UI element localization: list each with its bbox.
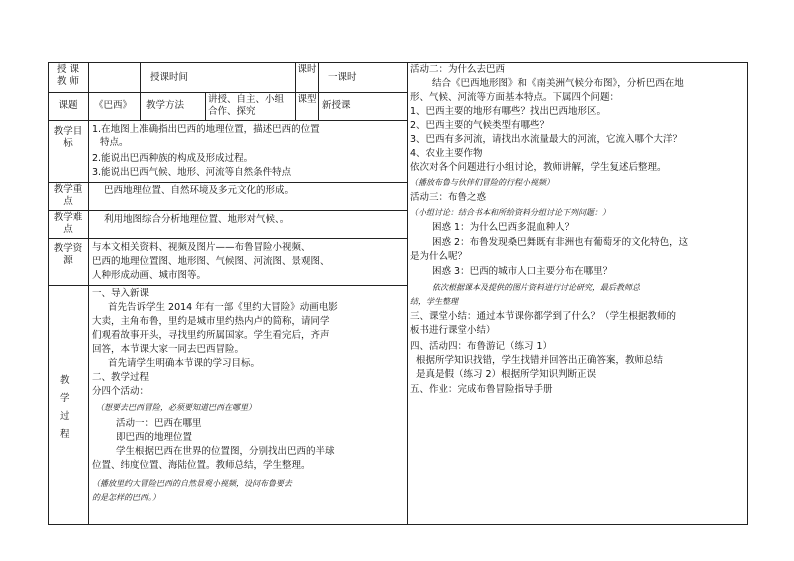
right-line: 4、农业主要作物 [410, 148, 483, 159]
row-divider [48, 238, 408, 239]
col-divider [318, 62, 319, 120]
right-line: 依次对各个问题进行小组讨论，教师讲解，学生复述后整理。 [410, 162, 667, 173]
topic-label: 课题 [58, 100, 78, 111]
col-divider [295, 62, 296, 120]
process-line: 分四个活动： [92, 386, 150, 397]
right-line: 3、巴西有多河流，请找出水流量最大的河流，它流入哪个大洋？ [410, 134, 683, 145]
method-label: 教学方法 [146, 100, 185, 111]
row-divider [48, 285, 408, 286]
process-line: 学生根据巴西在世界的位置图，分别找出巴西的半球 [116, 446, 335, 457]
time-label: 授课时间 [150, 72, 189, 83]
right-line: 困惑 2：布鲁发现桑巴舞既有非洲也有葡萄牙的文化特色，这 [432, 237, 689, 248]
type-label: 课型 [297, 94, 317, 105]
right-line: 活动三：布鲁之惑 [410, 192, 487, 203]
right-line: 形、气候、河流等方面基本特点。下属四个问题： [410, 92, 620, 103]
goals-label: 教学目标 [53, 126, 83, 149]
right-line: 根据所学知识找错，学生找错并回答出正确答案，教师总结 [416, 355, 664, 366]
process-line: 们观看故事开头，寻找里约所属国家。学生看完后，齐声 [92, 330, 330, 341]
right-line: （播放布鲁与伙伴们冒险的行程小视频） [410, 178, 554, 187]
row-divider [48, 120, 408, 121]
teacher-label: 授 课 教 师 [56, 64, 80, 87]
col-divider [205, 92, 206, 120]
process-label-char: 程 [60, 429, 70, 440]
right-line: 五、作业：完成布鲁冒险指导手册 [410, 384, 553, 395]
hours-value: 一课时 [328, 72, 357, 83]
difficulty-label: 教学难点 [53, 212, 83, 235]
method-value: 讲授、自主、小组合作、探究 [208, 94, 285, 117]
right-line: 困惑 3：巴西的城市人口主要分布在哪里？ [432, 266, 613, 277]
process-label-char: 学 [60, 393, 70, 404]
right-line: 是为什么呢？ [410, 251, 468, 262]
right-line: 2、巴西主要的气候类型有哪些？ [410, 120, 550, 131]
row-divider [48, 210, 408, 211]
difficulty-value: 利用地图综合分析地理位置、地形对气候、。 [104, 214, 290, 225]
right-line: （小组讨论：结合书本和所给资料分组讨论下列问题：） [410, 208, 610, 217]
right-line: 活动二：为什么去巴西 [410, 64, 506, 75]
type-value: 新授课 [322, 100, 351, 111]
process-line: 首先请学生明确本节课的学习目标。 [108, 358, 261, 369]
right-line: 依次根据课本及提供的图片资料进行讨论研究，最后教师总 [432, 283, 640, 292]
right-line: 三、课堂小结：通过本节课你都学到了什么？（学生根据教师的 [410, 311, 677, 322]
process-line: （播放里约大冒险巴西的自然景观小视频，设问布鲁要去 [92, 479, 292, 488]
process-line: 即巴西的地理位置 [116, 432, 193, 443]
col-divider [88, 62, 89, 525]
goal-line: 3.能说出巴西气候、地形、河流等自然条件特点 [92, 167, 292, 178]
goal-line: 2.能说出巴西种族的构成及形成过程。 [92, 153, 254, 164]
process-line: 回答，本节课大家一同去巴西冒险。 [92, 344, 245, 355]
process-line: 一、导入新课 [92, 288, 150, 299]
process-line: 的是怎样的巴西。） [92, 493, 160, 502]
right-line: 结，学生整理 [410, 297, 458, 306]
key-value: 巴西地理位置、自然环境及多元文化的形成。 [104, 185, 295, 196]
process-line: （想要去巴西冒险，必须要知道巴西在哪里） [96, 403, 256, 412]
hours-label: 课时 [297, 64, 317, 75]
goal-line: 1.在地图上准确指出巴西的地理位置，描述巴西的位置 [92, 124, 320, 135]
process-line: 活动一：巴西在哪里 [116, 418, 202, 429]
resource-line: 巴西的地理位置图、地形图、气候图、河流图、景观图、 [92, 256, 330, 267]
process-line: 位置、纬度位置、海陆位置。教师总结，学生整理。 [92, 460, 311, 471]
right-line: 板书进行课堂小结） [410, 325, 496, 336]
topic-value: 《巴西》 [94, 100, 133, 111]
right-line: 四、活动四：布鲁游记（练习 1） [410, 341, 553, 352]
process-line: 首先告诉学生 2014 年有一部《里约大冒险》动画电影 [108, 302, 338, 313]
resources-label: 教学资源 [53, 243, 83, 266]
resource-line: 人种形成动画、城市图等。 [92, 270, 207, 281]
process-line: 二、教学过程 [92, 372, 150, 383]
row-divider [48, 92, 408, 93]
key-label: 教学重点 [53, 184, 83, 207]
process-line: 大卖，主角布鲁，里约是城市里约热内卢的简称，请同学 [92, 316, 330, 327]
right-line: 结合《巴西地形图》和《南美洲气候分布图》，分析巴西在地 [432, 78, 684, 89]
right-line: 是真是假（练习 2）根据所学知识判断正误 [416, 369, 597, 380]
process-label-char: 教 [60, 375, 70, 386]
col-divider [140, 62, 141, 120]
process-label-char: 过 [60, 411, 70, 422]
resource-line: 与本文相关资料、视频及图片——布鲁冒险小视频、 [92, 242, 311, 253]
right-line: 1、巴西主要的地形有哪些？找出巴西地形区。 [410, 106, 607, 117]
row-divider [48, 182, 408, 183]
goal-line: 特点。 [100, 137, 129, 148]
right-line: 困惑 1：为什么巴西多混血种人？ [432, 222, 575, 233]
